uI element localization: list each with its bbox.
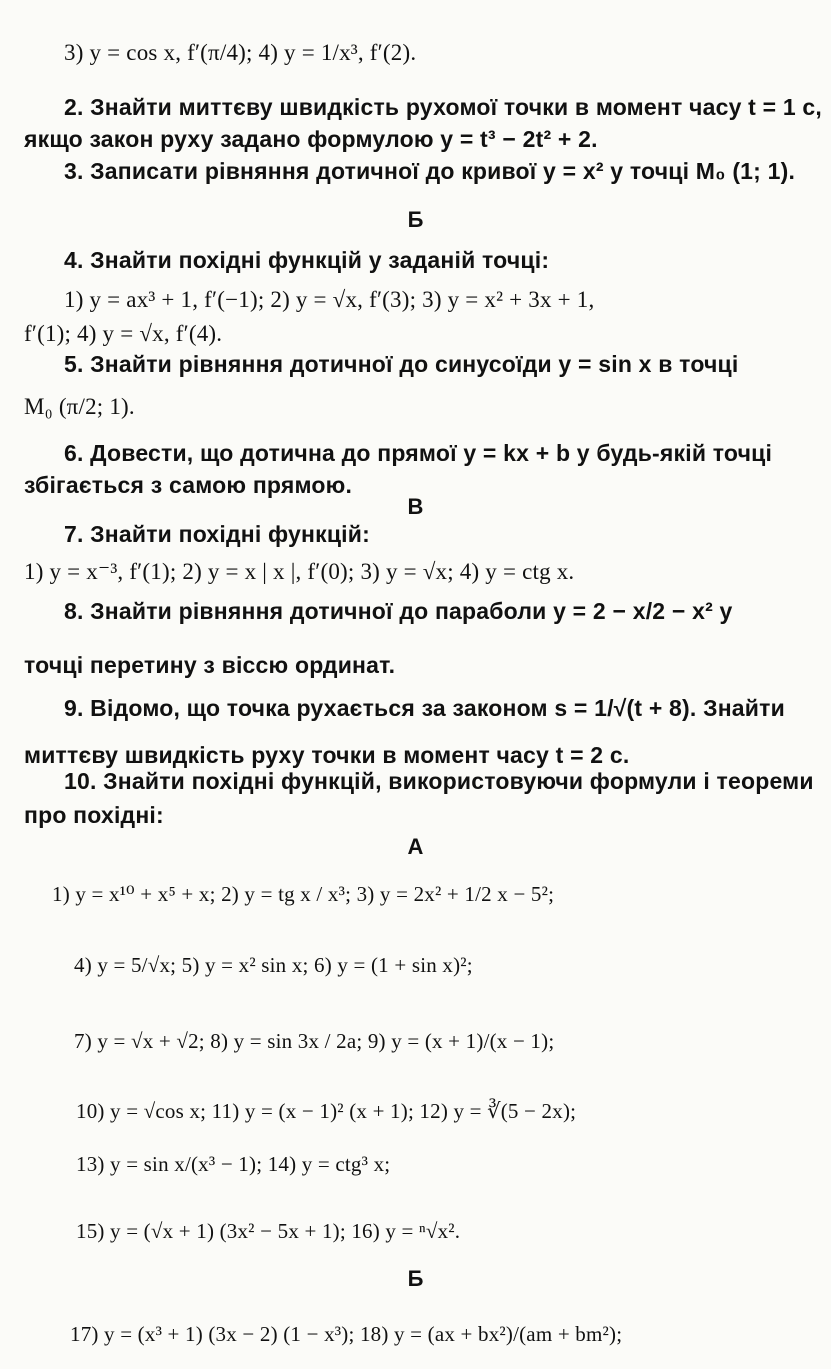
line-17: точці перетину з віссю ординат. (24, 652, 396, 678)
line-25: 7) y = √x + √2; 8) y = sin 3x / 2a; 9) y = (x + 1)/(x − 1); (74, 1029, 555, 1053)
line-20: 10. Знайти похідні функцій, використовуючи формули і теореми (64, 768, 814, 794)
section-v-heading: В (407, 494, 424, 519)
line-11: 6. Довести, що дотична до прямої y = kx + b у будь-якій точці (64, 440, 773, 466)
line-10: M₀ (π/2; 1). (24, 394, 135, 419)
line-21: про похідні: (24, 802, 164, 828)
line-3: якщо закон руху задано формулою y = t³ − 2t² + 2. (24, 126, 598, 152)
line-9: 5. Знайти рівняння дотичної до синусоїди y = sin x в точці (64, 351, 739, 377)
line-14: 7. Знайти похідні функцій: (64, 521, 370, 547)
line-16: 8. Знайти рівняння дотичної до параболи y = 2 − x/2 − x² у (64, 598, 733, 624)
line-12: збігається з самою прямою. (24, 472, 353, 498)
line-18: 9. Відомо, що точка рухається за законом s = 1/√(t + 8). Знайти (64, 695, 785, 721)
line-26: 10) y = √cos x; 11) y = (x − 1)² (x + 1); 12) y = ∛(5 − 2x); (76, 1099, 577, 1123)
line-8: f′(1); 4) y = √x, f′(4). (24, 321, 223, 346)
line-23: 1) y = x¹⁰ + x⁵ + x; 2) y = tg x / x³; 3) y = 2x² + 1/2 x − 5²; (52, 882, 555, 906)
line-6: 4. Знайти похідні функцій у заданій точці: (64, 247, 550, 273)
line-24: 4) y = 5/√x; 5) y = x² sin x; 6) y = (1 + sin x)²; (74, 953, 473, 977)
section-a-heading: А (407, 834, 424, 859)
line-2: 2. Знайти миттєву швидкість рухомої точки в момент часу t = 1 с, (64, 94, 822, 120)
line-30: 17) y = (x³ + 1) (3x − 2) (1 − x³); 18) y = (ax + bx²)/(am + bm²); (70, 1322, 623, 1346)
line-4: 3. Записати рівняння дотичної до кривої y = x² у точці M₀ (1; 1). (64, 158, 796, 184)
section-b-heading: Б (407, 207, 424, 232)
line-1: 3) y = cos x, f′(π/4); 4) y = 1/x³, f′(2). (64, 40, 417, 65)
line-15: 1) y = x⁻³, f′(1); 2) y = x | x |, f′(0); 3) y = √x; 4) y = ctg x. (24, 559, 575, 584)
line-28: 15) y = (√x + 1) (3x² − 5x + 1); 16) y = ⁿ√x². (76, 1219, 461, 1243)
section-b2-heading: Б (407, 1266, 424, 1291)
line-19: миттєву швидкість руху точки в момент часу t = 2 с. (24, 742, 630, 768)
line-27: 13) y = sin x/(x³ − 1); 14) y = ctg³ x; (76, 1152, 391, 1176)
line-7: 1) y = ax³ + 1, f′(−1); 2) y = √x, f′(3); 3) y = x² + 3x + 1, (64, 287, 595, 312)
